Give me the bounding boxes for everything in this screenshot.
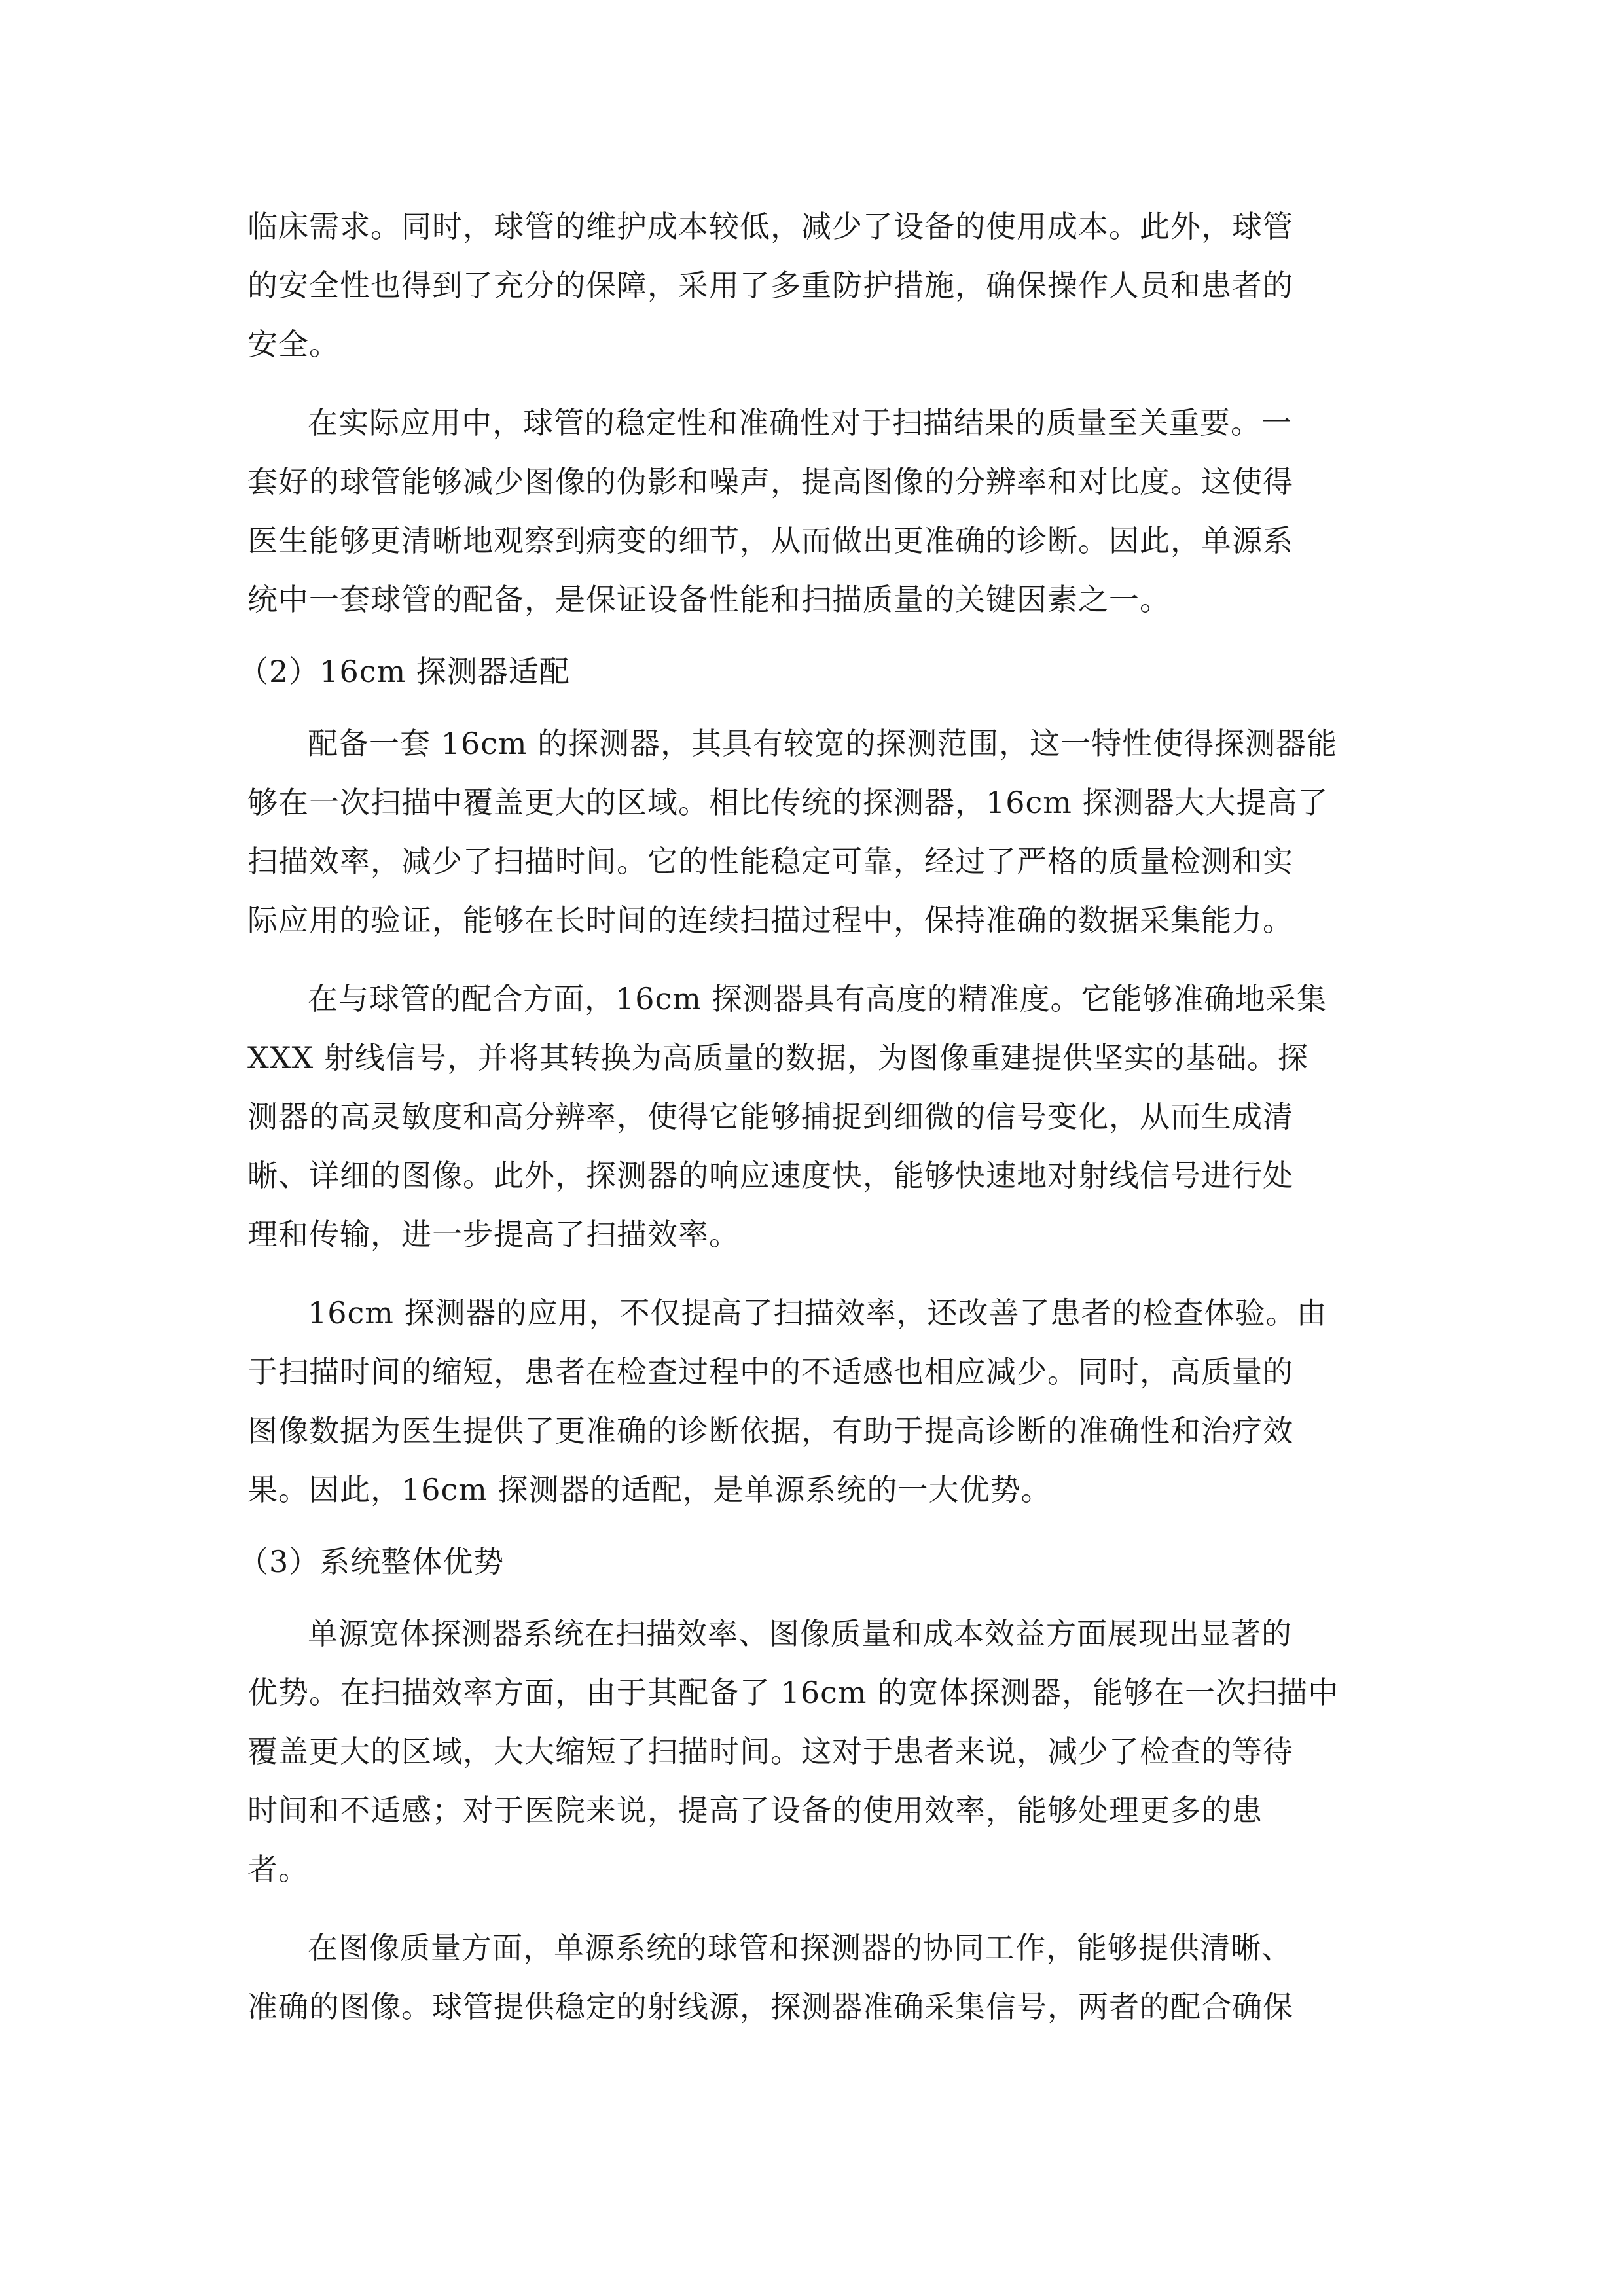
paragraph-first-line: 在与球管的配合方面，16cm 探测器具有高度的精准度。它能够准确地采集	[308, 981, 1327, 1016]
text-line: XXX 射线信号，并将其转换为高质量的数据，为图像重建提供坚实的基础。探	[247, 1040, 1308, 1075]
paragraph-first-line: 在实际应用中，球管的稳定性和准确性对于扫描结果的质量至关重要。一	[308, 405, 1292, 440]
text-line: 够在一次扫描中覆盖更大的区域。相比传统的探测器，16cm 探测器大大提高了	[247, 785, 1329, 820]
text-line: 医生能够更清晰地观察到病变的细节，从而做出更准确的诊断。因此，单源系	[247, 523, 1293, 558]
text-line: 晰、详细的图像。此外，探测器的响应速度快，能够快速地对射线信号进行处	[247, 1158, 1293, 1193]
paragraph-first-line: 配备一套 16cm 的探测器，其具有较宽的探测范围，这一特性使得探测器能	[308, 726, 1338, 761]
text-line: 于扫描时间的缩短，患者在检查过程中的不适感也相应减少。同时，高质量的	[247, 1354, 1293, 1390]
text-line: 际应用的验证，能够在长时间的连续扫描过程中，保持准确的数据采集能力。	[247, 903, 1293, 938]
text-line: 者。	[247, 1852, 309, 1887]
text-line: 套好的球管能够减少图像的伪影和噪声，提高图像的分辨率和对比度。这使得	[247, 464, 1293, 499]
text-line: 扫描效率，减少了扫描时间。它的性能稳定可靠，经过了严格的质量检测和实	[247, 844, 1293, 879]
text-line: 的安全性也得到了充分的保障，采用了多重防护措施，确保操作人员和患者的	[247, 268, 1293, 303]
text-line: 图像数据为医生提供了更准确的诊断依据，有助于提高诊断的准确性和治疗效	[247, 1413, 1293, 1448]
text-line: 果。因此，16cm 探测器的适配，是单源系统的一大优势。	[247, 1472, 1052, 1507]
text-line: 优势。在扫描效率方面，由于其配备了 16cm 的宽体探测器，能够在一次扫描中	[247, 1675, 1339, 1710]
paragraph-first-line: 16cm 探测器的应用，不仅提高了扫描效率，还改善了患者的检查体验。由	[308, 1295, 1327, 1331]
text-line: 临床需求。同时，球管的维护成本较低，减少了设备的使用成本。此外，球管	[247, 209, 1293, 244]
text-line: 覆盖更大的区域，大大缩短了扫描时间。这对于患者来说，减少了检查的等待	[247, 1734, 1293, 1769]
text-line: 统中一套球管的配备，是保证设备性能和扫描质量的关键因素之一。	[247, 582, 1170, 617]
section-heading: （3）系统整体优势	[238, 1544, 505, 1579]
paragraph-first-line: 单源宽体探测器系统在扫描效率、图像质量和成本效益方面展现出显著的	[308, 1616, 1292, 1651]
text-line: 理和传输，进一步提高了扫描效率。	[247, 1217, 740, 1252]
text-line: 准确的图像。球管提供稳定的射线源，探测器准确采集信号，两者的配合确保	[247, 1989, 1293, 2024]
text-line: 时间和不适感；对于医院来说，提高了设备的使用效率，能够处理更多的患	[247, 1793, 1263, 1828]
text-line: 安全。	[247, 327, 340, 362]
section-heading: （2）16cm 探测器适配	[238, 654, 570, 689]
paragraph-first-line: 在图像质量方面，单源系统的球管和探测器的协同工作，能够提供清晰、	[308, 1930, 1292, 1965]
text-line: 测器的高灵敏度和高分辨率，使得它能够捕捉到细微的信号变化，从而生成清	[247, 1099, 1293, 1134]
